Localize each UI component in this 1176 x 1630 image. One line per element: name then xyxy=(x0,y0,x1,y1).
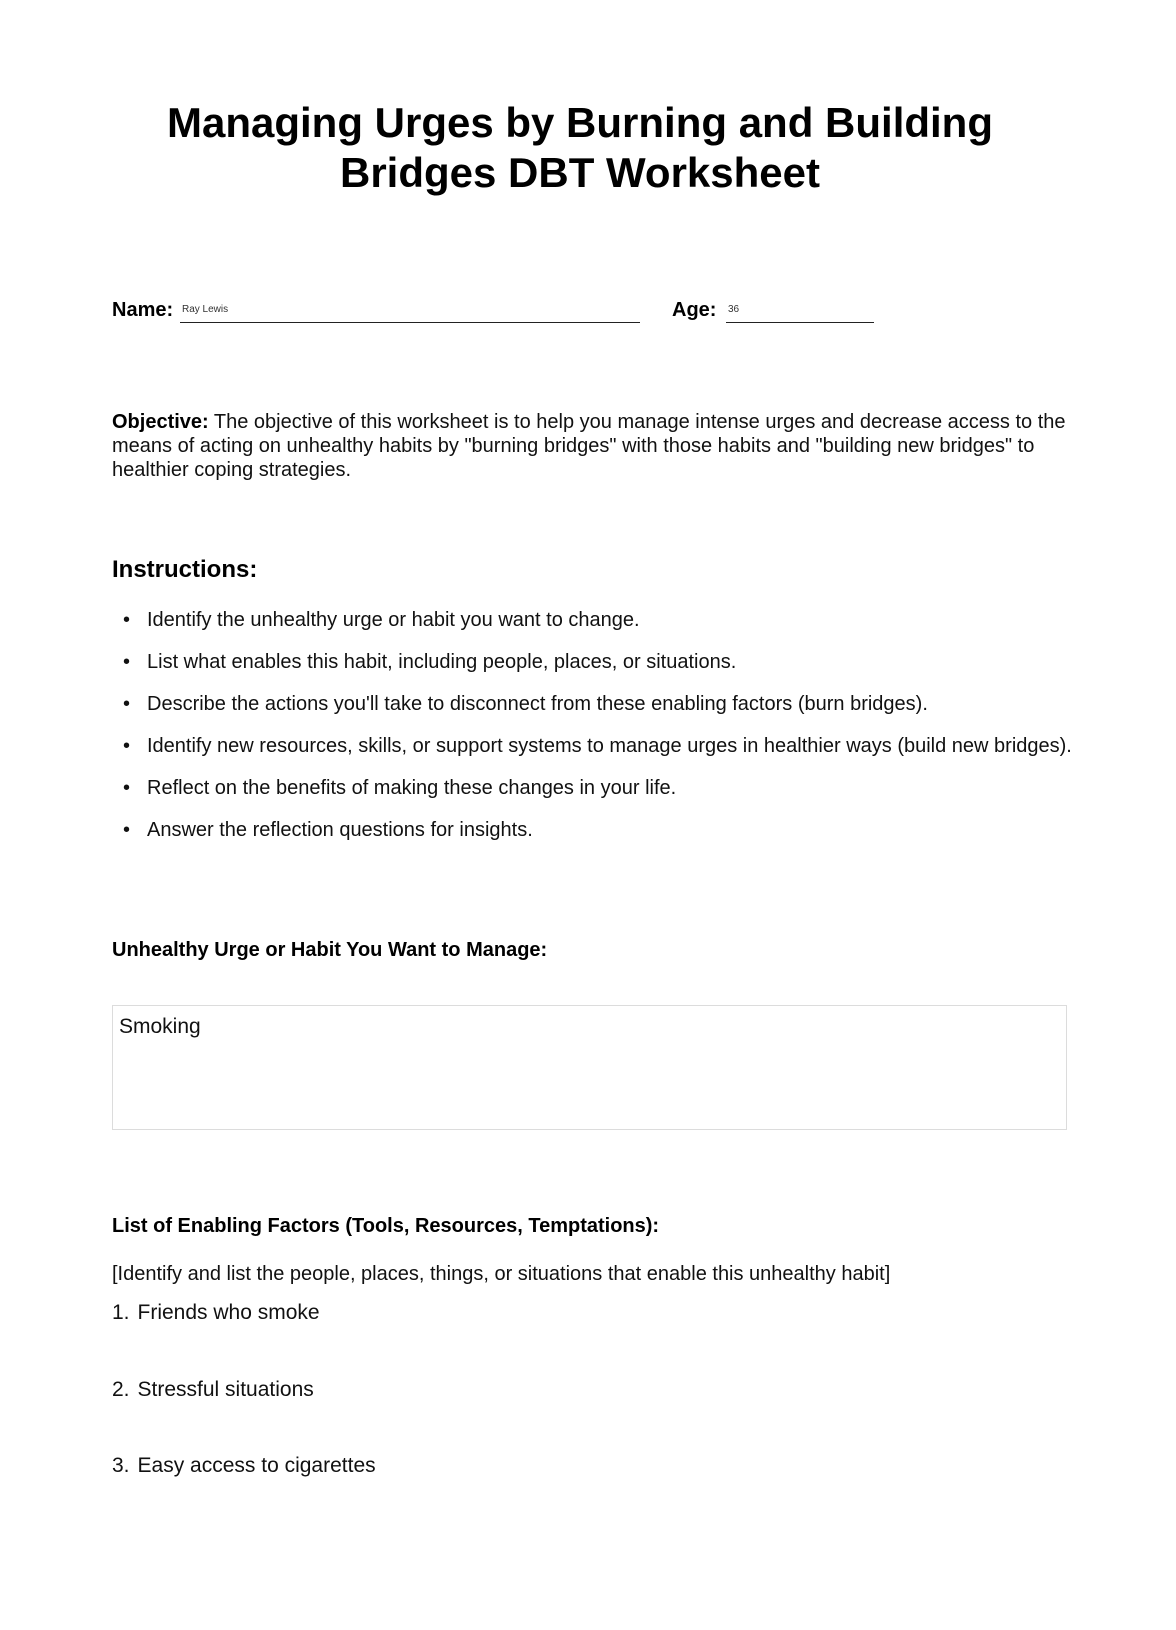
instruction-item xyxy=(112,692,1072,716)
instruction-text: Reflect on the benefits of making these changes in your life. xyxy=(147,777,677,799)
instruction-item xyxy=(112,650,1072,674)
enabling-factors-heading: List of Enabling Factors (Tools, Resources, Temptations): xyxy=(112,1215,660,1237)
instruction-text: Identify the unhealthy urge or habit you want to change. xyxy=(147,609,640,631)
instruction-text: List what enables this habit, including people, places, or situations. xyxy=(147,651,737,673)
item-number: 3. xyxy=(112,1454,130,1477)
worksheet-title xyxy=(110,98,1050,198)
item-text: Easy access to cigarettes xyxy=(137,1454,376,1477)
item-number: 1. xyxy=(112,1301,130,1324)
bullet-icon: • xyxy=(123,693,131,715)
instruction-item xyxy=(112,776,1072,800)
urge-text-box[interactable] xyxy=(112,1005,1067,1130)
name-label: Name: xyxy=(112,299,174,321)
name-field[interactable] xyxy=(180,322,640,323)
objective-text: The objective of this worksheet is to help you manage intense urges and decrease access to the means of acting on unhealthy habits by "burning bridges" with those habits and "building new bridges" to healthier coping strategies. xyxy=(112,411,1066,481)
name-value: Ray Lewis xyxy=(182,304,229,315)
age-field[interactable] xyxy=(726,322,874,323)
enabling-factor-item xyxy=(112,1377,314,1403)
enabling-factor-item xyxy=(112,1453,376,1479)
age-value: 36 xyxy=(728,304,740,315)
urge-heading: Unhealthy Urge or Habit You Want to Manage: xyxy=(112,939,548,961)
objective-paragraph xyxy=(112,410,1072,482)
enabling-factor-item xyxy=(112,1300,320,1326)
item-number: 2. xyxy=(112,1378,130,1401)
bullet-icon: • xyxy=(123,609,131,631)
objective-label: Objective: xyxy=(112,411,209,433)
instruction-item xyxy=(112,608,1072,632)
instruction-text: Describe the actions you'll take to disconnect from these enabling factors (burn bridges). xyxy=(147,693,928,715)
urge-value: Smoking xyxy=(119,1015,201,1038)
bullet-icon: • xyxy=(123,651,131,673)
enabling-factors-prompt: [Identify and list the people, places, things, or situations that enable this unhealthy habit] xyxy=(112,1263,891,1285)
title-line-2: Bridges DBT Worksheet xyxy=(340,149,820,196)
age-label: Age: xyxy=(672,299,717,321)
bullet-icon: • xyxy=(123,735,131,757)
title-line-1: Managing Urges by Burning and Building xyxy=(167,99,993,146)
bullet-icon: • xyxy=(123,777,131,799)
bullet-icon: • xyxy=(123,819,131,841)
instructions-heading: Instructions: xyxy=(112,556,258,583)
instruction-item xyxy=(112,818,1072,842)
item-text: Friends who smoke xyxy=(137,1301,320,1324)
instruction-text: Answer the reflection questions for insights. xyxy=(147,819,533,841)
item-text: Stressful situations xyxy=(137,1378,314,1401)
instruction-text: Identify new resources, skills, or support systems to manage urges in healthier ways (build new bridges). xyxy=(147,735,1072,757)
instruction-item xyxy=(112,734,1072,758)
instructions-list xyxy=(112,608,1072,842)
